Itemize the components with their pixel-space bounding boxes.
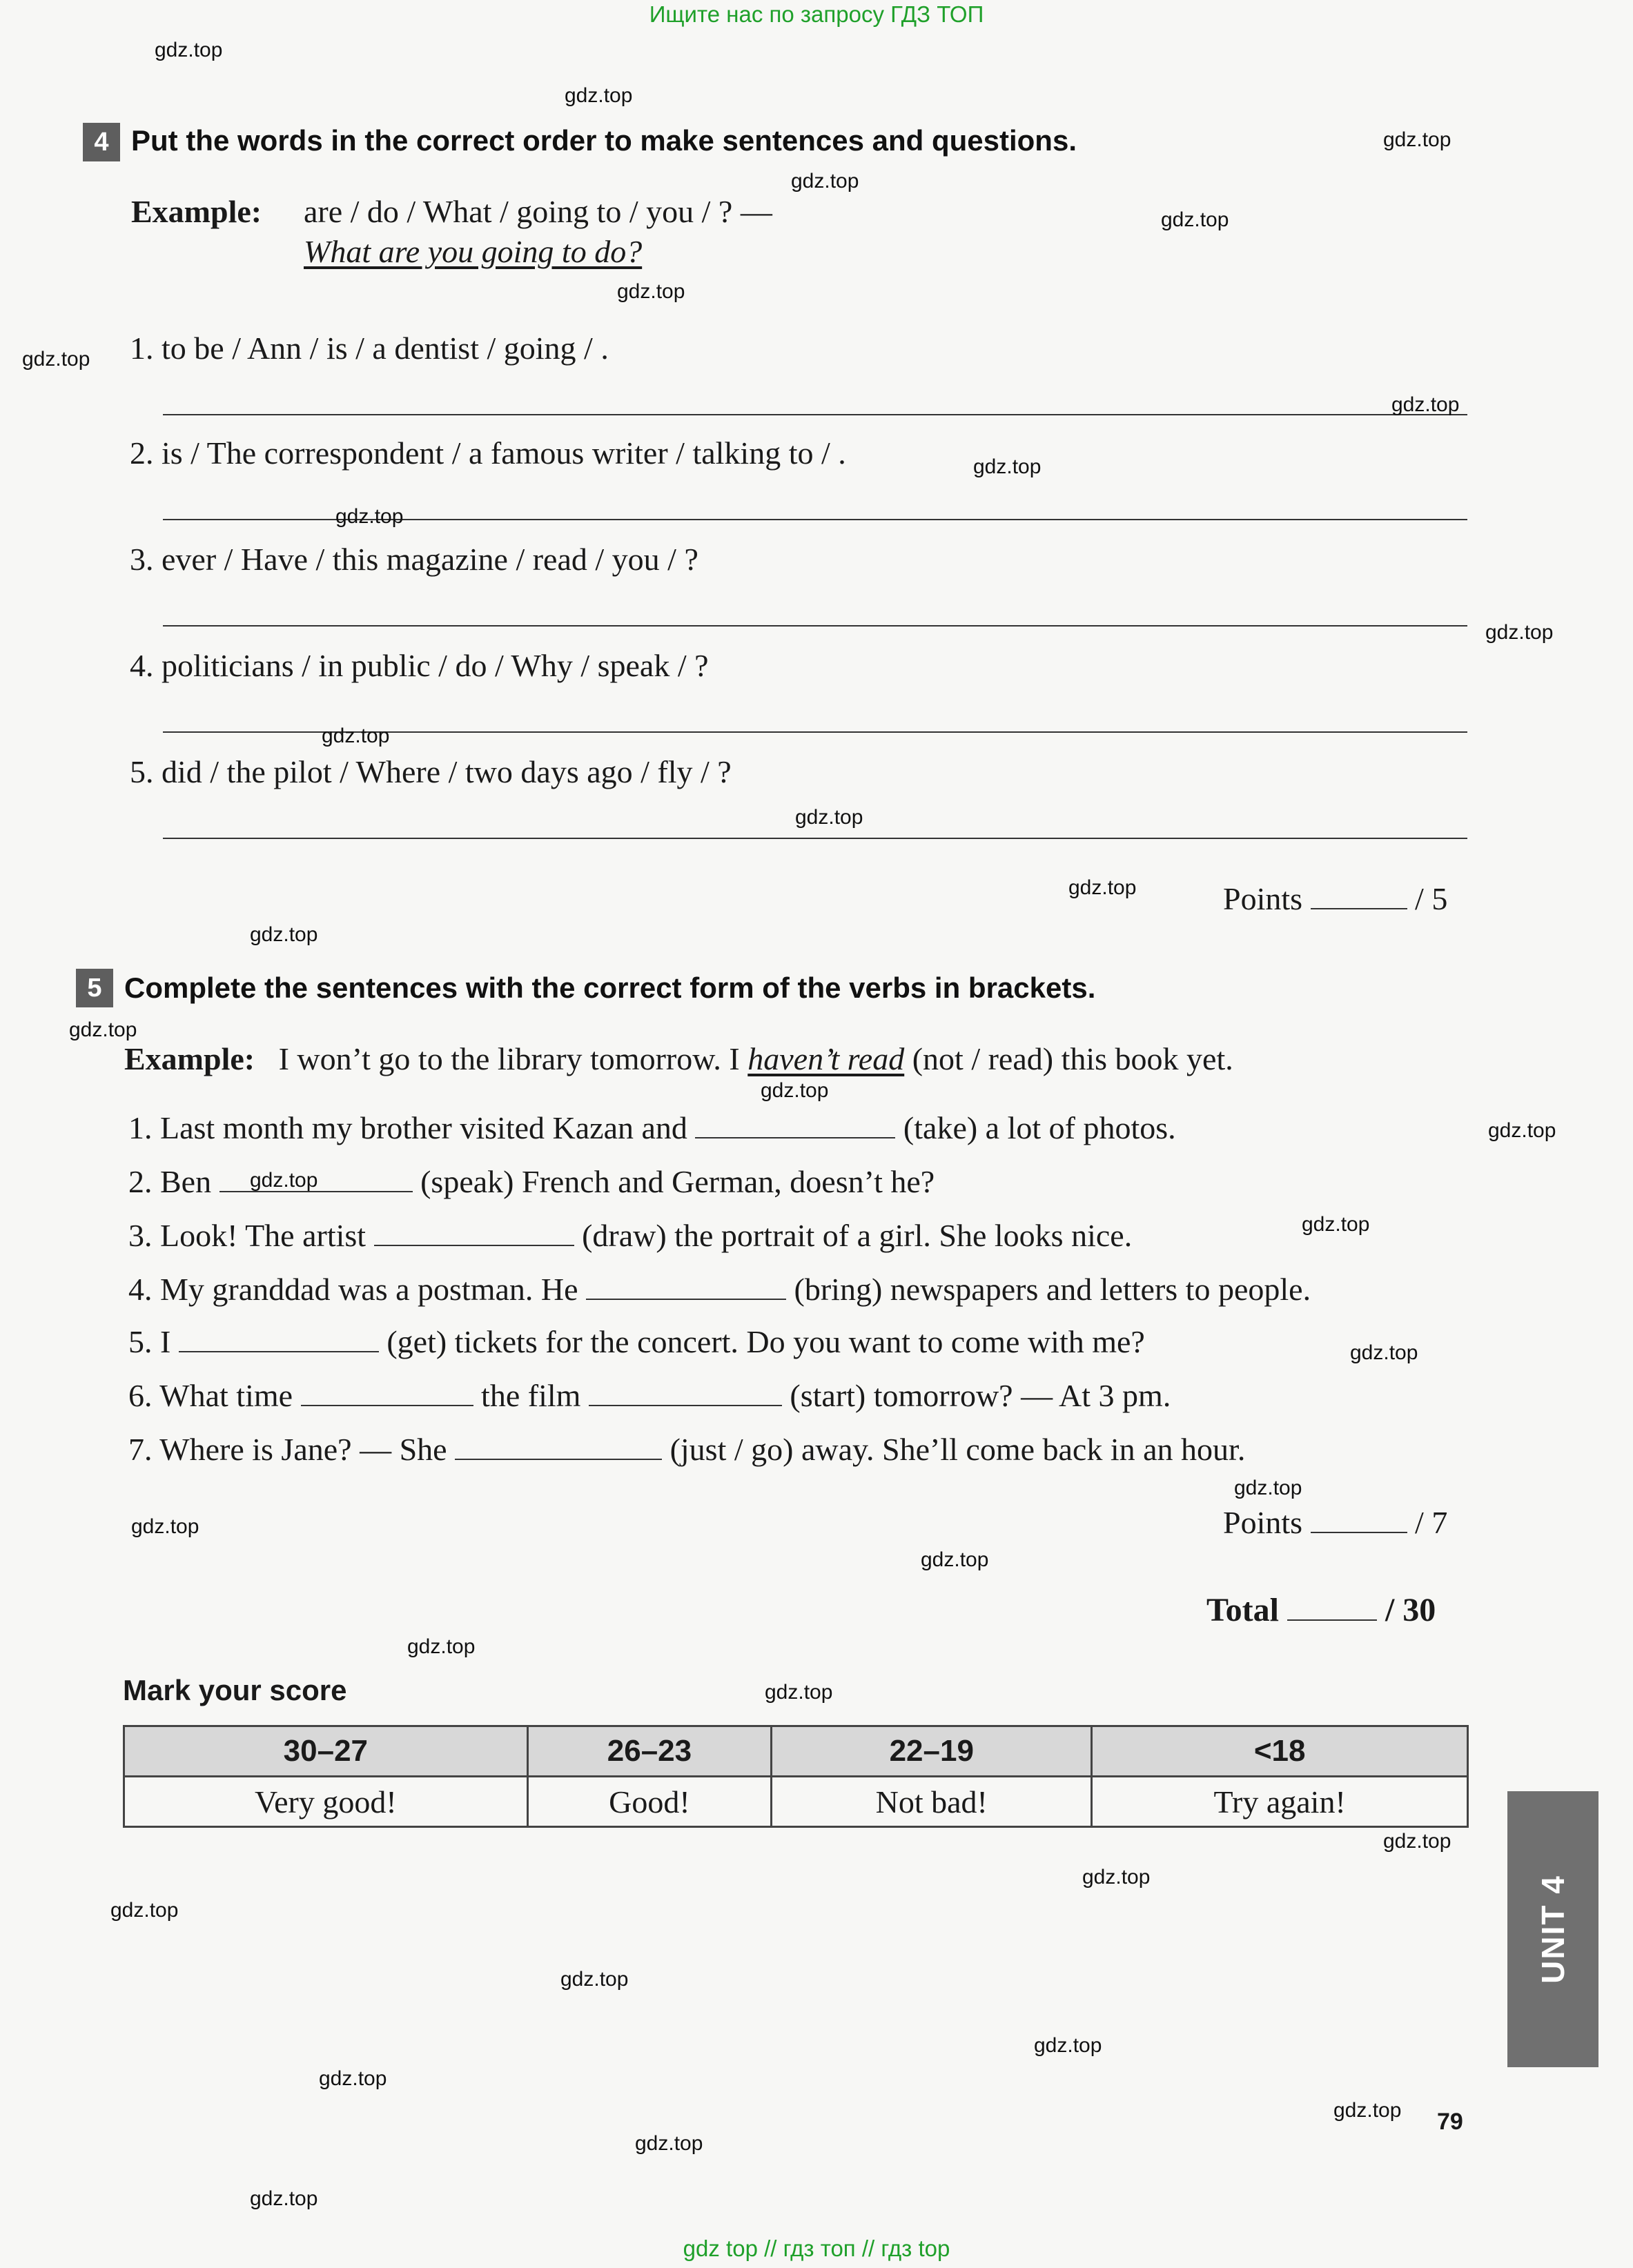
score-range-cell: 30–27 [124,1726,528,1777]
item-4-part-b: (bring) newspapers and letters to people. [794,1272,1311,1307]
score-mark-cell: Not bad! [772,1777,1092,1827]
watermark: gdz.top [1350,1341,1418,1364]
item-5-blank[interactable] [179,1323,379,1352]
unit-tab [1507,1791,1598,2067]
exercise-4-points [1223,880,1447,917]
item-6-part-c: (start) tomorrow? — At 3 pm. [790,1378,1171,1413]
watermark: gdz.top [765,1681,833,1704]
watermark: gdz.top [131,1515,199,1538]
bottom-banner: gdz top // гдз топ // гдз top [683,2236,950,2261]
answer-line-1[interactable] [163,414,1467,415]
item-7-blank[interactable] [455,1431,662,1460]
watermark: gdz.top [921,1548,989,1571]
score-range-cell: 22–19 [772,1726,1092,1777]
watermark: gdz.top [1034,2034,1102,2057]
watermark: gdz.top [1333,2099,1402,2122]
item-3-part-a: 3. Look! The artist [128,1218,366,1253]
score-mark-cell: Try again! [1092,1777,1468,1827]
item-1-part-b: (take) a lot of photos. [903,1110,1176,1145]
exercise-4-example-answer: What are you going to do? [304,234,643,269]
watermark: gdz.top [1068,876,1137,899]
watermark: gdz.top [1391,393,1460,416]
item-1-blank[interactable] [695,1110,895,1138]
score-mark-cell: Very good! [124,1777,528,1827]
item-2-part-a: 2. Ben [128,1164,212,1199]
exercise-5-example-before: I won’t go to the library tomorrow. I [278,1041,740,1076]
exercise-4-item-5: 5. did / the pilot / Where / two days ago / fly / ? [130,754,732,789]
watermark: gdz.top [1383,128,1451,151]
watermark: gdz.top [250,923,318,946]
answer-line-3[interactable] [163,625,1467,627]
exercise-5-example-after: (not / read) this book yet. [912,1041,1233,1076]
score-mark-cell: Good! [527,1777,771,1827]
item-3-blank[interactable] [374,1217,574,1246]
exercise-5-example-label: Example: [124,1041,255,1076]
exercise-5-example-answer: haven’t read [747,1041,905,1076]
exercise-4-example-prompt: are / do / What / going to / you / ? — [304,194,772,229]
watermark: gdz.top [1485,621,1554,644]
points-blank[interactable] [1311,880,1407,909]
watermark: gdz.top [1161,208,1229,231]
exercise-4-item-1: 1. to be / Ann / is / a dentist / going / . [130,331,609,366]
points-max: / 5 [1415,881,1448,916]
points-blank[interactable] [1311,1504,1407,1533]
exercise-5-item-6 [128,1377,1171,1414]
exercise-4-number: 4 [83,123,120,161]
watermark: gdz.top [761,1079,829,1102]
total-score [1206,1591,1436,1629]
item-4-blank[interactable] [586,1271,786,1300]
watermark: gdz.top [407,1635,476,1658]
item-7-part-a: 7. Where is Jane? — She [128,1432,447,1467]
watermark: gdz.top [565,84,633,107]
points-label: Points [1223,1505,1303,1540]
watermark: gdz.top [1488,1119,1556,1142]
watermark: gdz.top [1383,1830,1451,1853]
item-6-part-a: 6. What time [128,1378,293,1413]
total-blank[interactable] [1287,1592,1377,1621]
exercise-5-points [1223,1504,1447,1541]
watermark: gdz.top [1082,1866,1151,1889]
watermark: gdz.top [1234,1477,1302,1499]
watermark: gdz.top [22,348,90,371]
watermark: gdz.top [335,505,404,528]
item-5-part-b: (get) tickets for the concert. Do you want to come with me? [387,1324,1145,1359]
top-banner: Ищите нас по запросу ГДЗ ТОП [649,1,984,27]
score-title: Mark your score [123,1674,347,1706]
watermark: gdz.top [250,2187,318,2210]
watermark: gdz.top [1302,1213,1370,1236]
exercise-5-title: Complete the sentences with the correct form of the verbs in brackets. [124,972,1096,1004]
exercise-4-example-label: Example: [131,194,262,229]
exercise-4-item-2: 2. is / The correspondent / a famous writer / talking to / . [130,435,846,471]
total-label: Total [1206,1592,1279,1628]
watermark: gdz.top [795,806,863,829]
watermark: gdz.top [560,1968,629,1991]
exercise-5-item-1 [128,1110,1176,1146]
watermark: gdz.top [69,1018,137,1041]
score-mark-row [124,1777,1468,1827]
watermark: gdz.top [110,1899,179,1922]
watermark: gdz.top [635,2132,703,2155]
exercise-5-item-7 [128,1431,1245,1468]
item-6-blank-2[interactable] [589,1377,782,1406]
page-number: 79 [1437,2109,1463,2135]
exercise-5-example [124,1041,1233,1077]
exercise-5-number: 5 [76,969,113,1007]
watermark: gdz.top [322,724,390,747]
item-3-part-b: (draw) the portrait of a girl. She looks nice. [582,1218,1133,1253]
watermark: gdz.top [250,1169,318,1192]
points-label: Points [1223,881,1303,916]
item-1-part-a: 1. Last month my brother visited Kazan and [128,1110,687,1145]
exercise-5-item-5 [128,1323,1145,1360]
answer-line-5[interactable] [163,838,1467,839]
exercise-4-item-3: 3. ever / Have / this magazine / read / you / ? [130,542,698,577]
watermark: gdz.top [973,455,1042,478]
watermark: gdz.top [791,170,859,193]
exercise-5-item-3 [128,1217,1132,1254]
exercise-4-item-4: 4. politicians / in public / do / Why / speak / ? [130,648,709,683]
score-range-cell: <18 [1092,1726,1468,1777]
watermark: gdz.top [155,39,223,61]
item-6-blank-1[interactable] [301,1377,473,1406]
score-table [123,1725,1469,1828]
item-6-part-b: the film [481,1378,581,1413]
item-2-part-b: (speak) French and German, doesn’t he? [420,1164,935,1199]
points-max: / 7 [1415,1505,1448,1540]
unit-tab-label: UNIT 4 [1535,1875,1571,1984]
score-range-cell: 26–23 [527,1726,771,1777]
watermark: gdz.top [319,2067,387,2090]
exercise-4-title: Put the words in the correct order to make sentences and questions. [131,124,1077,157]
score-range-row [124,1726,1468,1777]
item-7-part-b: (just / go) away. She’ll come back in an hour. [669,1432,1246,1467]
item-4-part-a: 4. My granddad was a postman. He [128,1272,578,1307]
exercise-5-item-4 [128,1271,1311,1308]
item-5-part-a: 5. I [128,1324,171,1359]
watermark: gdz.top [617,280,685,303]
total-max: / 30 [1385,1592,1436,1628]
